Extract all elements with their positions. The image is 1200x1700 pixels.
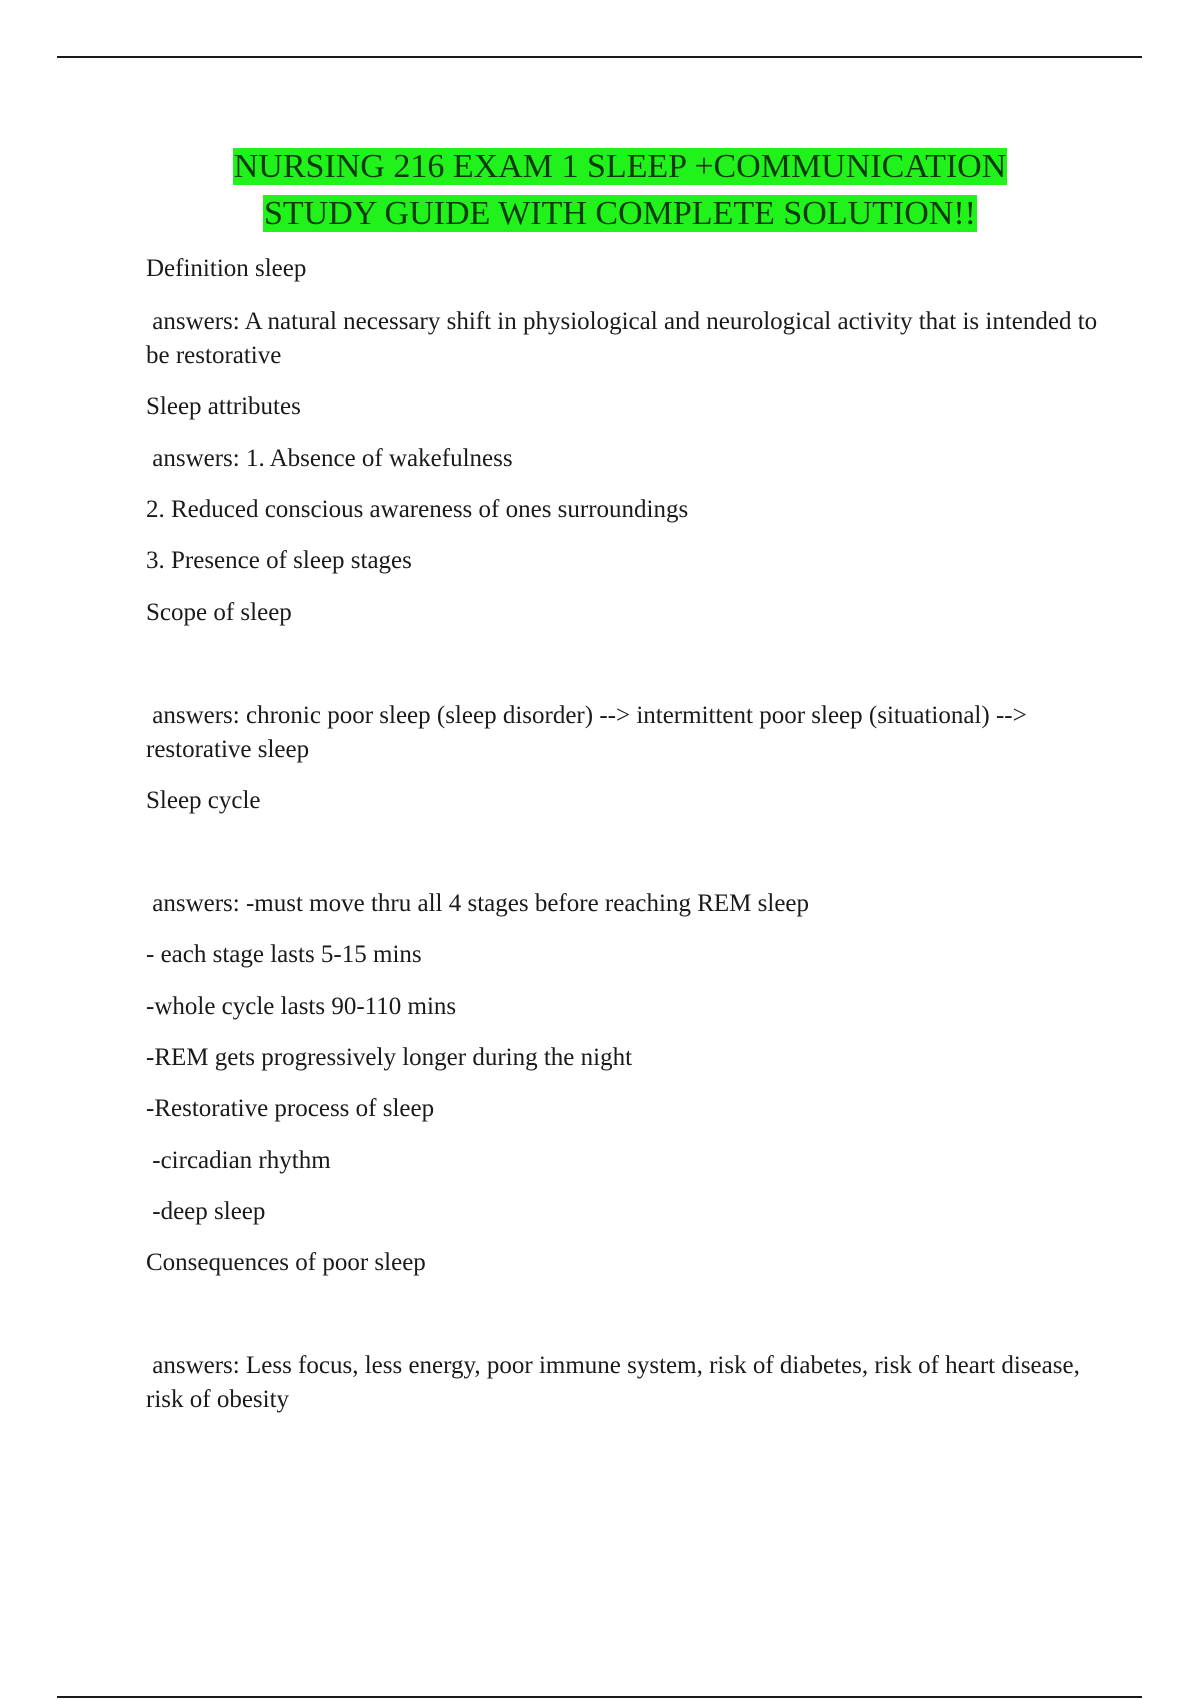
answer-sleep-attributes-2: 2. Reduced conscious awareness of ones surroundings <box>146 496 689 523</box>
answer-sleep-cycle-6: -circadian rhythm <box>146 1147 331 1174</box>
answer-sleep-cycle-1: answers: -must move thru all 4 stages before reaching REM sleep <box>146 890 810 917</box>
answer-sleep-cycle-4: -REM gets progressively longer during the night <box>146 1044 633 1071</box>
answer-sleep-cycle-7: -deep sleep <box>146 1198 266 1225</box>
question-sleep-cycle: Sleep cycle <box>146 787 261 814</box>
footer-rule <box>57 1696 1142 1698</box>
answer-sleep-cycle-2: - each stage lasts 5-15 mins <box>146 941 422 968</box>
answer-sleep-attributes-1: answers: 1. Absence of wakefulness <box>146 445 513 472</box>
question-sleep-attributes: Sleep attributes <box>146 393 301 420</box>
document-title <box>0 143 1200 237</box>
answer-sleep-attributes-3: 3. Presence of sleep stages <box>146 547 412 574</box>
title-line-1: NURSING 216 EXAM 1 SLEEP +COMMUNICATION <box>233 148 1007 185</box>
title-line-2: STUDY GUIDE WITH COMPLETE SOLUTION!! <box>263 195 977 232</box>
answer-definition-sleep: answers: A natural necessary shift in physiological and neurological activity that is intended to be restorative <box>146 308 1104 369</box>
answer-consequences-poor-sleep: answers: Less focus, less energy, poor immune system, risk of diabetes, risk of heart disease, risk of obesity <box>146 1352 1087 1413</box>
question-consequences-poor-sleep: Consequences of poor sleep <box>146 1249 426 1276</box>
header-rule <box>57 56 1142 58</box>
answer-sleep-cycle-3: -whole cycle lasts 90-110 mins <box>146 993 457 1020</box>
answer-sleep-cycle-5: -Restorative process of sleep <box>146 1095 435 1122</box>
question-definition-sleep: Definition sleep <box>146 255 307 282</box>
question-scope-of-sleep: Scope of sleep <box>146 599 292 626</box>
answer-scope-of-sleep: answers: chronic poor sleep (sleep disorder) --> intermittent poor sleep (situational) --> restorative sleep <box>146 702 1033 763</box>
